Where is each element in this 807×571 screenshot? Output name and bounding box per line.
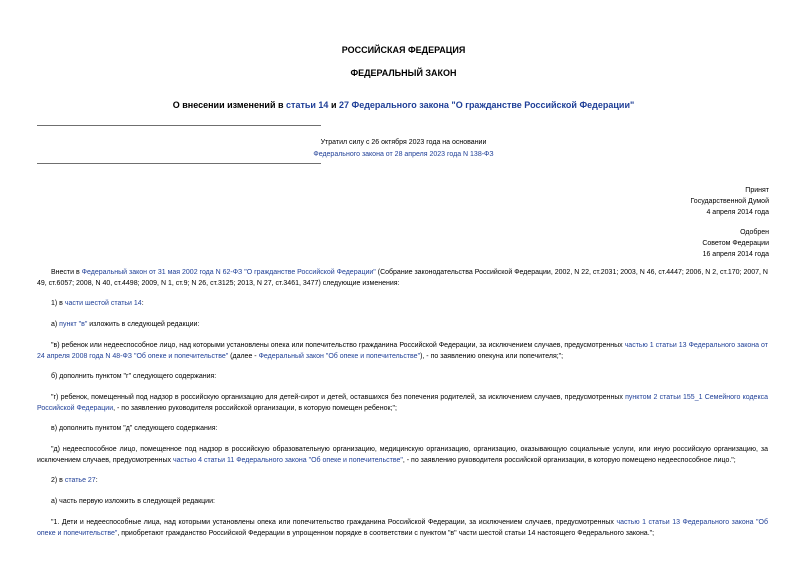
accepted-body: Государственной Думой bbox=[690, 198, 769, 205]
title-prefix: О внесении изменений в bbox=[172, 100, 287, 110]
divider-bottom bbox=[37, 163, 321, 164]
document-type-heading: ФЕДЕРАЛЬНЫЙ ЗАКОН bbox=[350, 68, 457, 78]
divider-top bbox=[37, 125, 321, 126]
item-1b-text: "г) ребенок, помещенный под надзор в российскую организацию для детей-сирот и детей, оставшихся без попечения родителей, за исключением случаев, предусмотренных пунктом 2 статьи 155_1 Семейного кодекса Российской Федерации, - по заявлению руководителя российской организации, в которую помещен ребенок;"; bbox=[37, 394, 768, 412]
link-part-6-article-14[interactable]: части шестой статьи 14 bbox=[64, 300, 142, 307]
approved-body: Советом Федерации bbox=[702, 240, 769, 247]
item-1c: в) дополнить пунктом "д" следующего содержания: bbox=[51, 425, 218, 432]
link-article-13-part-1[interactable]: частью 1 статьи 13 Федерального закона "Об опеке и попечительстве" bbox=[37, 519, 768, 537]
intro-paragraph: Внести в Федеральный закон от 31 мая 2002 года N 62-ФЗ "О гражданстве Российской Федерации" (Собрание законодательства Российской Федерации, 2002, N 22, ст.2031; 2003, N 46, ст.4447; 2006, N 2, ст.170; 2007, N 49, ст.6057; 2008, N 40, ст.4498; 2009, N 1, ст.9; N 26, ст.3125; 2013, N 27, ст.3461, 3477) следующие изменения: bbox=[37, 269, 768, 287]
status-note bbox=[0, 137, 807, 161]
link-article-27[interactable]: 27 bbox=[338, 100, 349, 110]
link-guardianship-law[interactable]: Федеральный закон "Об опеке и попечительстве" bbox=[258, 352, 421, 360]
accepted-block bbox=[690, 185, 769, 218]
link-article-27-body[interactable]: статье 27 bbox=[64, 477, 96, 484]
item-1a: а) пункт "в" изложить в следующей редакции: bbox=[51, 321, 200, 328]
item-2a-text: "1. Дети и недееспособные лица, над которыми установлены опека или попечительство гражданина Российской Федерации, за исключением случаев, предусмотренных частью 1 статьи 13 Федерального закона "Об опеке и попечительстве", приобретают гражданство Российской Федерации в упрощенном порядке в соответствии с пунктом "в" части шестой статьи 14 настоящего Федерального закона."; bbox=[37, 519, 768, 537]
item-2a: а) часть первую изложить в следующей редакции: bbox=[51, 498, 215, 505]
link-law-62fz[interactable]: Федеральный закон от 31 мая 2002 года N 62-ФЗ "О гражданстве Российской Федерации" bbox=[81, 269, 376, 276]
link-article-14[interactable]: статьи 14 bbox=[286, 100, 329, 110]
status-note-text: Утратил силу с 26 октября 2023 года на основании bbox=[320, 139, 487, 146]
accepted-date: 4 апреля 2014 года bbox=[706, 209, 769, 216]
item-2: 2) в статье 27: bbox=[51, 477, 98, 484]
approved-label: Одобрен bbox=[740, 229, 769, 236]
link-repealing-law[interactable]: Федерального закона от 28 апреля 2023 года N 138-ФЗ bbox=[313, 151, 494, 158]
link-article-11-guardianship[interactable]: частью 4 статьи 11 Федерального закона "Об опеке и попечительстве" bbox=[173, 456, 403, 464]
law-title bbox=[0, 100, 807, 110]
title-and: и bbox=[328, 100, 339, 110]
item-1b: б) дополнить пунктом "г" следующего содержания: bbox=[51, 373, 217, 380]
link-family-code-155-1[interactable]: пунктом 2 статьи 155_1 Семейного кодекса Российской Федерации bbox=[37, 394, 768, 412]
item-1: 1) в части шестой статьи 14: bbox=[51, 300, 144, 307]
approved-date: 16 апреля 2014 года bbox=[702, 251, 769, 258]
link-point-v[interactable]: пункт "в" bbox=[59, 321, 88, 328]
approved-block bbox=[702, 227, 769, 260]
country-heading: РОССИЙСКАЯ ФЕДЕРАЦИЯ bbox=[341, 45, 466, 55]
link-article-13-guardianship[interactable]: частью 1 статьи 13 Федерального закона от 24 апреля 2008 года N 48-ФЗ "Об опеке и попечительстве" bbox=[37, 342, 768, 360]
item-1a-text: "в) ребенок или недееспособное лицо, над которыми установлены опека или попечительство гражданина Российской Федерации, за исключением случаев, предусмотренных частью 1 статьи 13 Федерального закона от 24 апреля 2008 года N 48-ФЗ "Об опеке и попечительстве" (далее - Федеральный закон "Об опеке и попечительстве"), - по заявлению опекуна или попечителя;"; bbox=[37, 342, 768, 360]
accepted-label: Принят bbox=[745, 187, 769, 194]
item-1c-text: "д) недееспособное лицо, помещенное под надзор в российскую образовательную организацию, медицинскую организацию, организацию, оказывающую социальные услуги, или иную российскую организацию, за исключением случаев, предусмотренных частью 4 статьи 11 Федерального закона "Об опеке и попечительстве", - по заявлению руководителя российской организации, в которую помещено недееспособное лицо."; bbox=[37, 446, 768, 464]
link-citizenship-law[interactable]: Федерального закона "О гражданстве Российской Федерации" bbox=[351, 100, 635, 110]
